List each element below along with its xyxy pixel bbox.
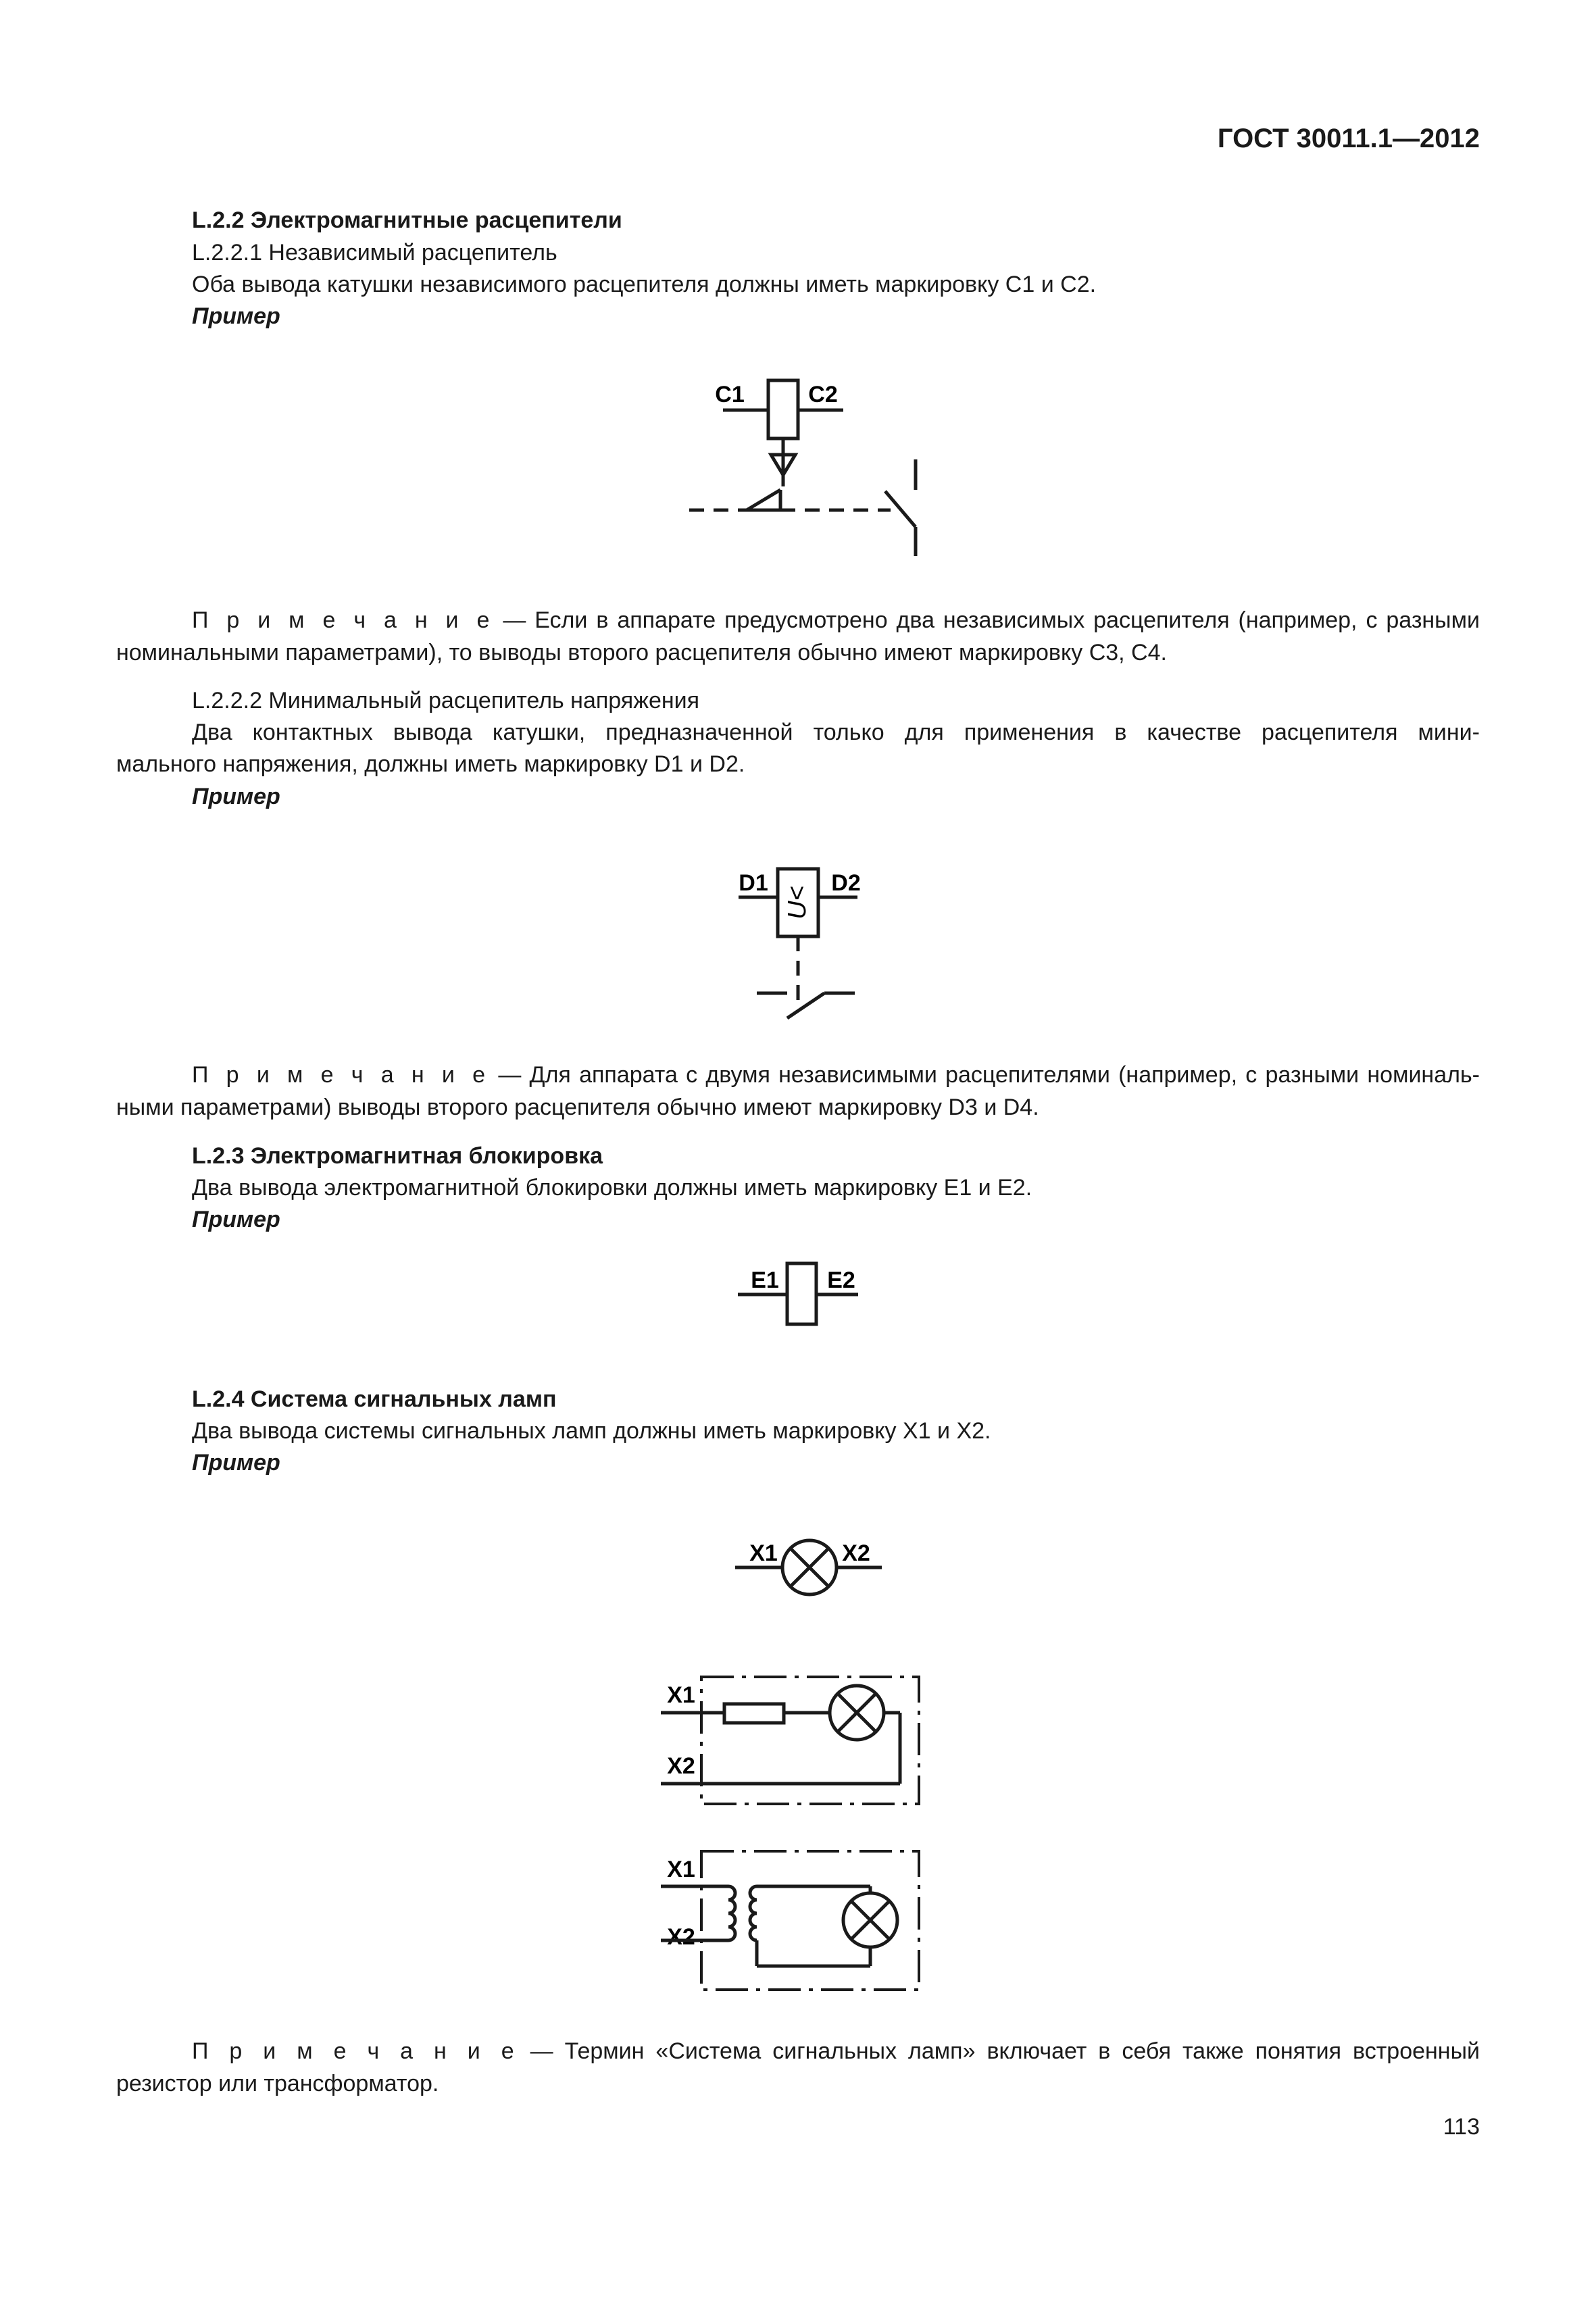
note-lamp-line2: резистор или трансформатор. <box>116 2071 439 2096</box>
note-lead: П р и м е ч а н и е <box>192 1062 491 1088</box>
terminal-label-e2: E2 <box>827 1267 855 1293</box>
document-header: ГОСТ 30011.1—2012 <box>1217 124 1480 153</box>
paragraph-line1: Два контактных вывода катушки, предназначенной только для применения в качестве расцепителя мини- <box>192 720 1480 745</box>
coil-symbol: U< <box>783 886 812 920</box>
note-lead: П р и м е ч а н и е <box>192 607 495 633</box>
paragraph-line2: мального напряжения, должны иметь маркировку D1 и D2. <box>116 751 745 777</box>
paragraph: Оба вывода катушки независимого расцепителя должны иметь маркировку C1 и C2. <box>192 272 1097 297</box>
note-c3c4-line2: номинальными параметрами), то выводы второго расцепителя обычно имеют маркировку C3, C4. <box>116 640 1167 665</box>
terminal-label-x1: X1 <box>667 1682 695 1708</box>
terminal-label-x2: X2 <box>842 1540 870 1566</box>
paragraph: Два вывода системы сигнальных ламп должны иметь маркировку X1 и X2. <box>192 1418 991 1444</box>
note-d3d4-line2: ными параметрами) выводы второго расцепителя обычно имеют маркировку D3 и D4. <box>116 1095 1039 1120</box>
terminal-label-c1: C1 <box>715 382 745 407</box>
electromagnetic-lock-diagram <box>730 1257 892 1338</box>
terminal-label-c2: C2 <box>808 382 838 407</box>
signal-lamp-transformer-diagram <box>655 1844 946 1993</box>
subsection-title-l2221: L.2.2.1 Независимый расцепитель <box>192 240 557 266</box>
note-d3d4-line1 <box>192 1059 1480 1090</box>
section-title-l222: L.2.2 Электромагнитные расцепители <box>192 207 622 233</box>
terminal-label-x1: X1 <box>667 1857 695 1882</box>
signal-lamp-symbol-diagram <box>730 1532 899 1613</box>
terminal-label-e1: E1 <box>751 1267 779 1293</box>
terminal-label-x1: X1 <box>749 1540 778 1566</box>
note-text: — Термин «Система сигнальных ламп» включает в себя также понятия встроенный <box>518 2038 1480 2064</box>
terminal-label-d2: D2 <box>831 870 861 896</box>
note-lead: П р и м е ч а н и е <box>192 2038 519 2064</box>
section-title-l24: L.2.4 Система сигнальных ламп <box>192 1386 557 1412</box>
example-label: Пример <box>192 1450 280 1476</box>
terminal-label-x2: X2 <box>667 1753 695 1779</box>
note-text: — Для аппарата с двумя независимыми расцепителями (например, с разными номиналь- <box>490 1062 1480 1088</box>
note-lamp-line1 <box>192 2036 1480 2067</box>
paragraph: Два вывода электромагнитной блокировки должны иметь маркировку E1 и E2. <box>192 1175 1032 1201</box>
subsection-title-l2222: L.2.2.2 Минимальный расцепитель напряжения <box>192 688 700 713</box>
example-label: Пример <box>192 1207 280 1232</box>
page-number: 113 <box>1443 2114 1480 2140</box>
terminal-label-d1: D1 <box>739 870 768 896</box>
signal-lamp-resistor-diagram <box>655 1662 946 1811</box>
note-text: — Если в аппарате предусмотрено два независимых расцепителя (например, с разными <box>494 607 1480 633</box>
section-title-l23: L.2.3 Электромагнитная блокировка <box>192 1143 603 1169</box>
example-label: Пример <box>192 784 280 809</box>
undervoltage-release-diagram <box>716 859 892 1035</box>
terminal-label-x2: X2 <box>667 1924 695 1950</box>
note-c3c4-line1 <box>192 605 1480 636</box>
example-label: Пример <box>192 303 280 329</box>
shunt-release-diagram <box>676 375 959 571</box>
